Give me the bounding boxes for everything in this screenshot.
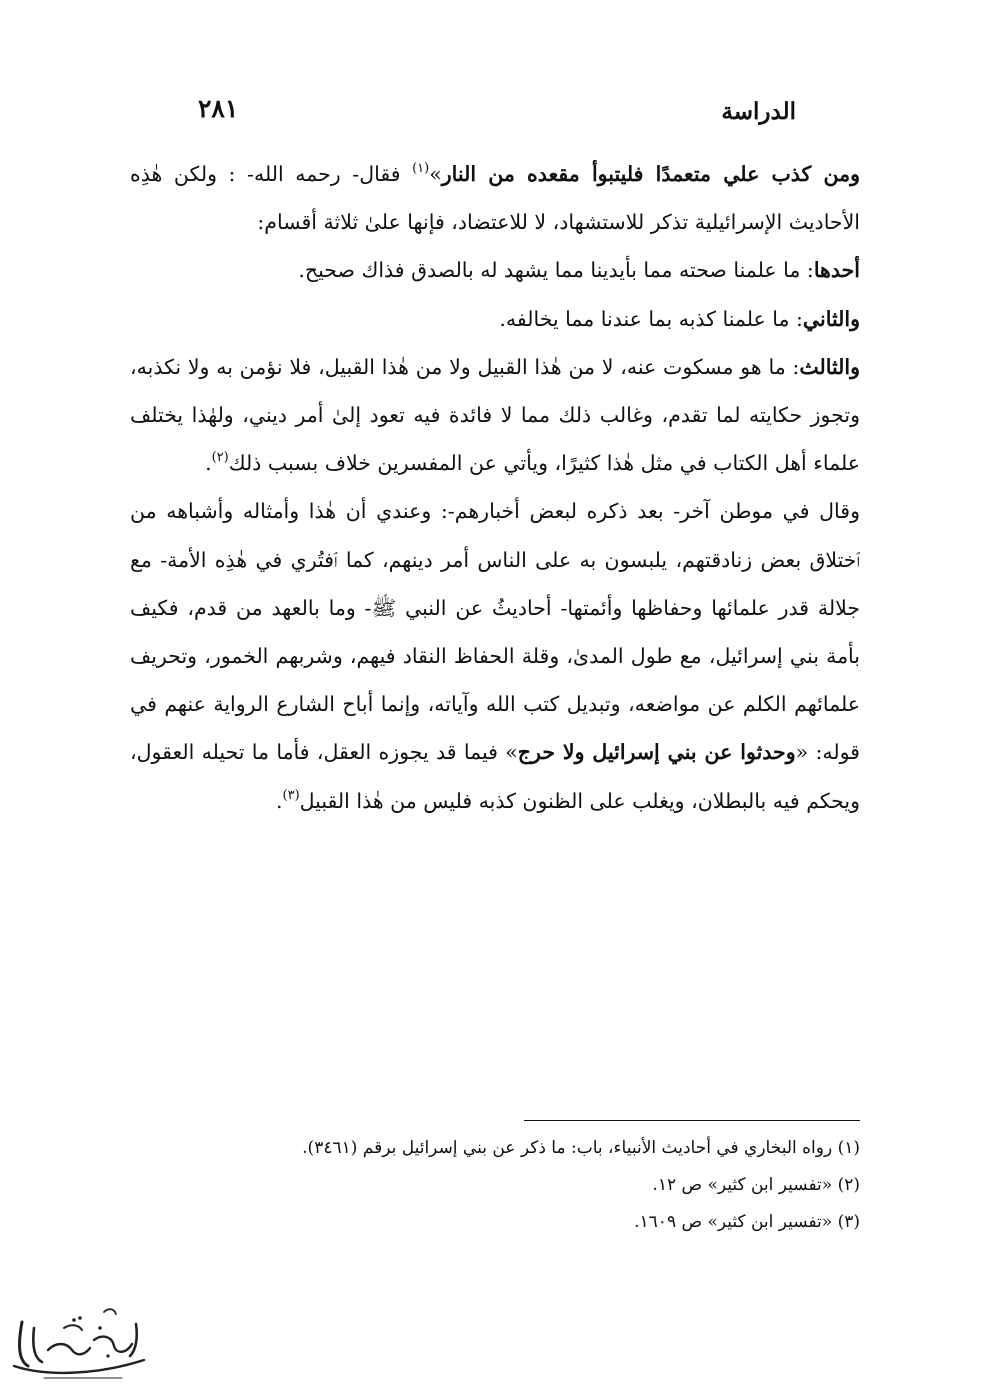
footnote-ref-2: (٢) <box>211 450 229 466</box>
footnote-ref-1: (١) <box>412 161 430 176</box>
footnote-1: (١) رواه البخاري في أحاديث الأنبياء، باب: ما ذكر عن بني إسرائيل برقم (٣٤٦١). <box>302 1138 860 1158</box>
al-mustamsik-calligraphy-logo <box>4 1294 154 1386</box>
category-label: أحدها <box>813 258 860 283</box>
paragraph-text: وقال في موطن آخر- بعد ذكره لبعض أخبارهم-: وعندي أن هٰذا وأمثاله وأشباهه من ٱختلاق بعض زنادقتهم، يلبسون به على الناس أمر دينهم، كما ٱفتُري في هٰذِه الأمة- مع جلالة قدر علمائها وحفاظها وأئمتها- أحاديثُ عن النبي ﷺ- وما بالعهد من قدم، فكيف بأمة بني إسرائيل، مع طول المدىٰ، وقلة الحفاظ النقاد فيهم، وشربهم الخمور، وتحريف علمائهم الكلم عن مواضعه، وتبديل كتب الله وآياته، وإنما أباح الشارع الرواية عنهم في قوله: « <box>130 499 860 765</box>
paragraph-first-category <box>130 246 860 294</box>
paragraph-second-category <box>130 295 860 343</box>
paragraph-third-category <box>130 343 860 488</box>
calligraphy-logo-icon <box>4 1294 154 1386</box>
paragraph-text: » فيما قد يجوزه العقل، فأما ما تحيله العقول، ويحكم فيه بالبطلان، ويغلب على الظنون كذبه فليس من هٰذا القبيل <box>130 740 860 813</box>
footnote-separator <box>524 1120 860 1121</box>
closing-quote-mark: » <box>429 162 442 186</box>
running-title: الدراسة <box>721 98 796 125</box>
main-text <box>130 150 860 825</box>
sentence-end: . <box>205 451 212 476</box>
page-number: ٢٨١ <box>198 94 239 123</box>
category-label: والثالث <box>799 354 860 379</box>
footnote-2: (٢) «تفسير ابن كثير» ص ١٢. <box>652 1175 860 1195</box>
hadith-quote: وحدثوا عن بني إسرائيل ولا حرج <box>517 740 796 765</box>
category-text: : ما هو مسكوت عنه، لا من هٰذا القبيل ولا من هٰذا القبيل، فلا نؤمن به ولا نكذبه، وتجوز حكايته لما تقدم، وغالب ذلك مما لا فائدة فيه تعود إلىٰ أمر ديني، ولهٰذا يختلف علماء أهل الكتاب في مثل هٰذا كثيرًا، ويأتي عن المفسرين خلاف بسبب ذلك <box>130 354 860 476</box>
sentence-end: . <box>275 788 283 813</box>
footnote-3: (٣) «تفسير ابن كثير» ص ١٦٠٩. <box>634 1212 860 1232</box>
category-text: : ما علمنا كذبه بما عندنا مما يخالفه. <box>499 306 803 331</box>
page-header <box>130 92 860 142</box>
footnotes <box>130 1130 860 1241</box>
footnote-ref-3: (٣) <box>282 787 300 803</box>
category-text: : ما علمنا صحته مما بأيدينا مما يشهد له بالصدق فذاك صحيح. <box>298 258 814 283</box>
paragraph-another-place <box>130 487 860 824</box>
hadith-quote: ومن كذب علي متعمدًا فليتبوأ مقعده من النار <box>441 162 861 186</box>
paragraph-text: فقال- رحمه الله- : ولكن هٰذِه الأحاديث الإسرائيلية تذكر للاستشهاد، لا للاعتضاد، فإنها علىٰ ثلاثة أقسام: <box>130 162 860 235</box>
paragraph-hadith-quote <box>130 150 860 246</box>
category-label: والثاني <box>802 306 860 331</box>
